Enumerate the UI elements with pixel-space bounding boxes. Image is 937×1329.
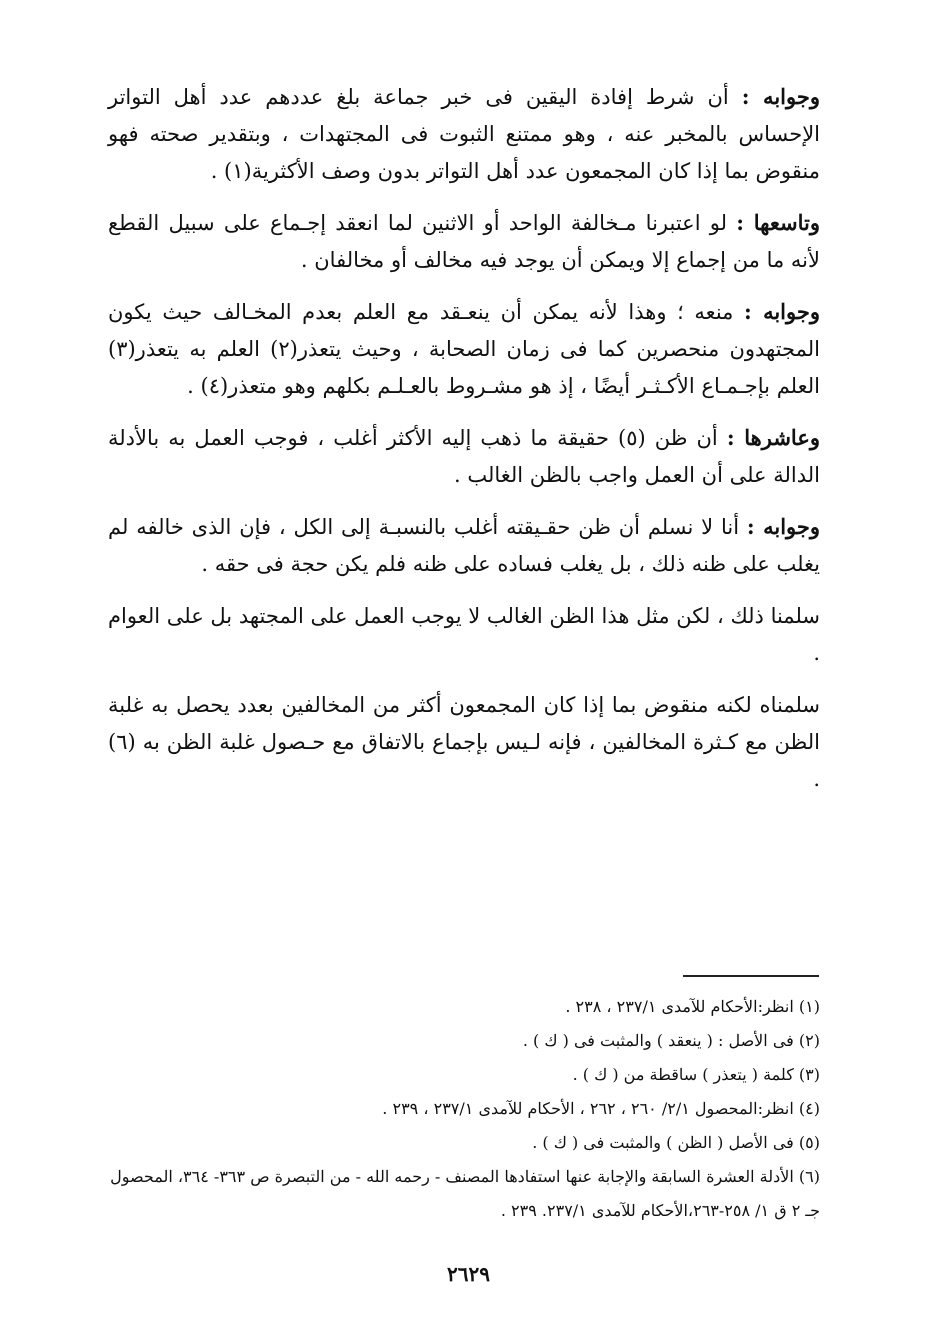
paragraph-lead: وتاسعها : [736,210,820,235]
paragraph-7 [108,686,820,798]
paragraph-text: لو اعتبرنا مـخالفة الواحد أو الاثنين لما انعقد إجـماع على سبيل القطع لأنه ما من إجماع إلا ويمكن أن يوجد فيه مخالف أو مخالفان . [108,211,820,272]
paragraph-text: أن شرط إفادة اليقين فى خبر جماعة بلغ عددهم عدد أهل التواتر الإحساس بالمخبر عنه ، وهو ممتنع الثبوت فى المجتهدات ، وبتقدير صحته فهو منقوض بما إذا كان المجمعون عدد أهل التواتر بدون وصف الأكثرية [108,85,820,183]
footnote-2: (٢) فى الأصل : ( ينعقد ) والمثبت فى ( ك ) . [522,1031,820,1050]
paragraph-text: منعه ؛ وهذا لأنه يمكن أن ينعـقد مع العلم بعدم المخـالف حيث يكون المجتهدون منحصرين كما فى زمان الصحابة ، وحيث يتعذر(٢) العلم به يتعذر(٣) العلم بإجـمـاع الأكـثـر أيضًا ، إذ هو مشـروط بالعـلـم بكلهم وهو متعذر [108,300,820,398]
paragraph-6 [108,597,820,672]
paragraph-lead: وجوابه : [741,84,820,109]
footnote-divider [683,975,819,977]
paragraph-4 [108,419,820,494]
paragraph-text: سلمنا ذلك ، لكن مثل هذا الظن الغالب لا يوجب العمل على المجتهد بل على العوام . [108,604,820,665]
footnotes [108,990,820,1228]
footnote-ref: (٦) . [108,730,820,791]
main-text [108,78,820,812]
paragraph-lead: وجوابه : [744,299,820,324]
footnote-ref: (٤) . [187,374,229,398]
paragraph-5 [108,508,820,583]
footnote-5: (٥) فى الأصل ( الظن ) والمثبت فى ( ك ) . [532,1133,820,1152]
paragraph-1 [108,78,820,190]
paragraph-text: أن ظن (٥) حقيقة ما ذهب إليه الأكثر أغلب ، فوجب العمل به بالأدلة الدالة على أن العمل واجب بالظن الغالب . [108,426,820,487]
footnote-ref: (١) . [210,159,252,183]
footnote-1: (١) انظر:الأحكام للآمدى ٢٣٧/١ ، ٢٣٨ . [565,997,820,1016]
footnote-4: (٤) انظر:المحصول ٢/١/ ٢٦٠ ، ٢٦٢ ، الأحكام للآمدى ٢٣٧/١ ، ٢٣٩ . [382,1099,820,1118]
footnote-3: (٣) كلمة ( يتعذر ) ساقطة من ( ك ) . [572,1065,820,1084]
paragraph-3 [108,293,820,405]
paragraph-text: أنا لا نسلم أن ظن حقـيقته أغلب بالنسبـة إلى الكل ، فإن الذى خالفه لم يغلب على ظنه ذلك ، بل يغلب فساده على ظنه فلم يكن حجة فى حقه . [108,515,820,576]
paragraph-text: سلمناه لكنه منقوض بما إذا كان المجمعون أكثر من المخالفين بعدد يحصل به غلبة الظن مع كـثرة المخالفين ، فإنه لـيس بإجماع بالاتفاق مع حـصول غلبة الظن به [108,693,820,754]
page-number: ٢٦٢٩ [447,1262,490,1286]
paragraph-lead: وجوابه : [746,514,820,539]
paragraph-2 [108,204,820,279]
footnote-6: (٦) الأدلة العشرة السابقة والإجابة عنها استفادها المصنف - رحمه الله - من التبصرة ص ٣٦٣- ٣٦٤، المحصول جـ ٢ ق ١/ ٢٥٨-٢٦٣،الأحكام للآمدى ٢٣٧/١. ٢٣٩ . [110,1167,820,1220]
paragraph-lead: وعاشرها : [726,425,820,450]
